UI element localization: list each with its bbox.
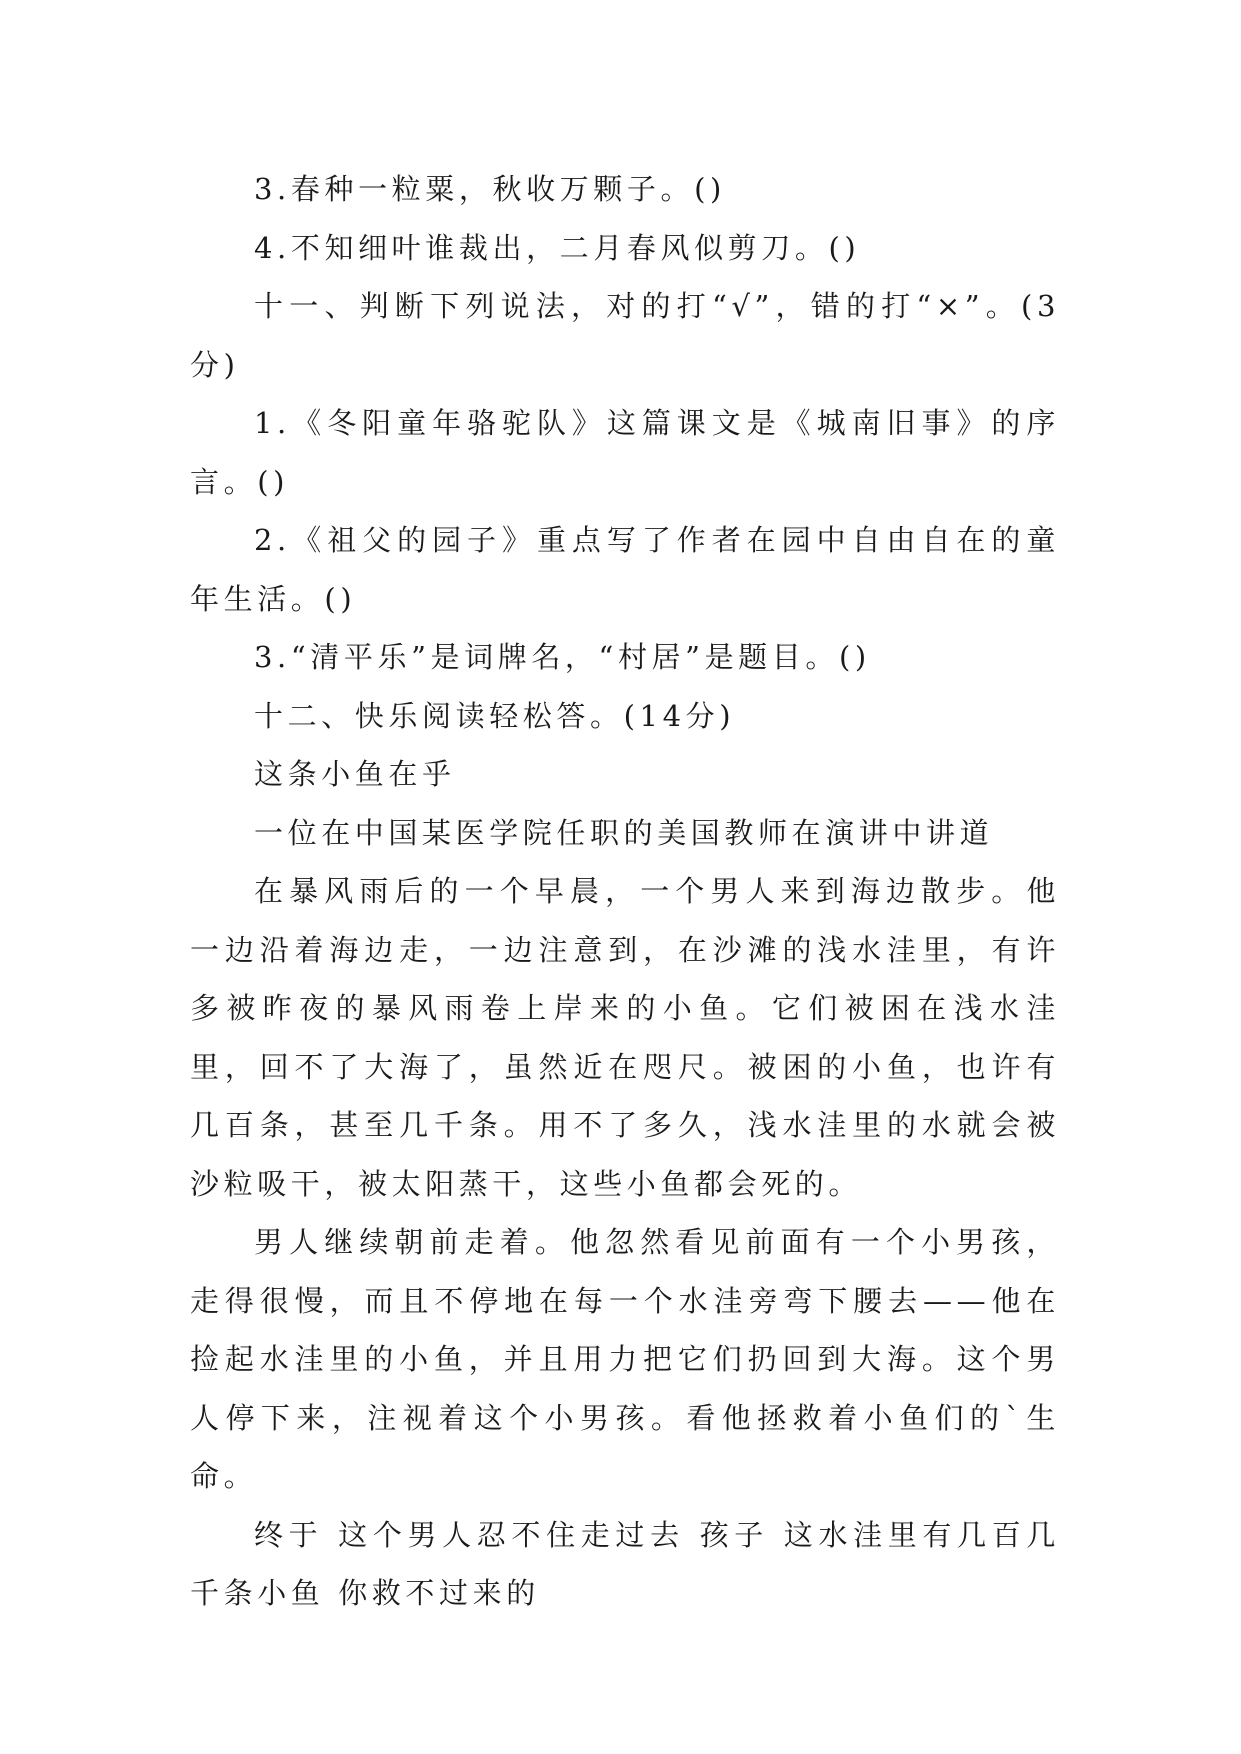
reading-paragraph-1: 在暴风雨后的一个早晨，一个男人来到海边散步。他一边沿着海边走，一边注意到，在沙滩的浅水洼里，有许多被昨夜的暴风雨卷上岸来的小鱼。它们被困在浅水洼里，回不了大海了，虽然近在咫尺。被困的小鱼，也许有几百条，甚至几千条。用不了多久，浅水洼里的水就会被沙粒吸干，被太阳蒸干，这些小鱼都会死的。 <box>190 874 1060 1201</box>
reading-paragraph-3: 终于 这个男人忍不住走过去 孩子 这水洼里有几百几千条小鱼 你救不过来的 <box>190 1517 1060 1610</box>
reading-paragraph-2: 男人继续朝前走着。他忽然看见前面有一个小男孩，走得很慢，而且不停地在每一个水洼旁弯下腰去——他在捡起水洼里的小鱼，并且用力把它们扔回到大海。这个男人停下来，注视着这个小男孩。看他拯救着小鱼们的`生命。 <box>190 1225 1060 1493</box>
section-heading-reading: 十二、快乐阅读轻松答。(14分) <box>254 698 736 733</box>
section-heading-judgement: 十一、判断下列说法，对的打“√”，错的打“×”。(3分) <box>190 289 1060 382</box>
document-body <box>190 160 1060 1623</box>
reading-intro: 一位在中国某医学院任职的美国教师在演讲中讲道 <box>254 815 994 850</box>
reading-title: 这条小鱼在乎 <box>254 757 456 791</box>
question-item-4: 4.不知细叶谁裁出，二月春风似剪刀。() <box>254 230 861 265</box>
judgement-item-3: 3.“清平乐”是词牌名，“村居”是题目。() <box>254 640 871 674</box>
judgement-item-2: 2.《祖父的园子》重点写了作者在园中自由自在的童年生活。() <box>190 523 1060 616</box>
question-item-3: 3.春种一粒粟，秋收万颗子。() <box>254 172 726 206</box>
judgement-item-1: 1.《冬阳童年骆驼队》这篇课文是《城南旧事》的序言。() <box>190 406 1060 499</box>
